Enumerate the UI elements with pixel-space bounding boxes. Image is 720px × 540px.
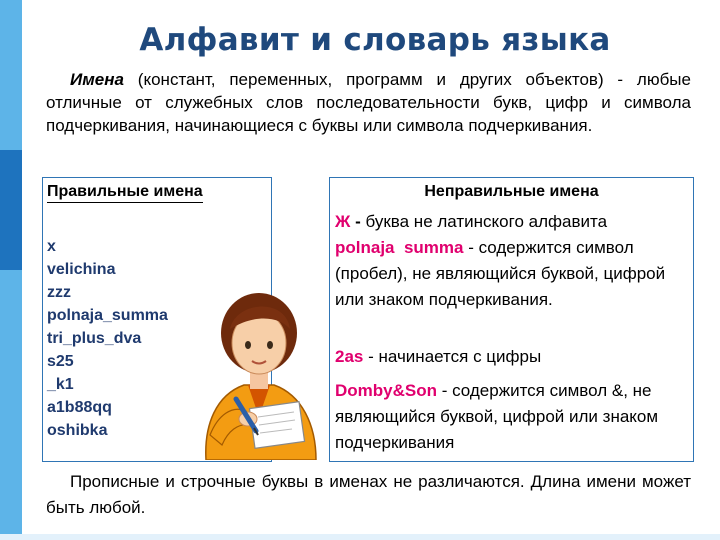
- left-accent-bar: [0, 0, 22, 540]
- valid-name-item: polnaja_summa: [47, 307, 168, 324]
- invalid-name-example: Ж: [335, 212, 351, 231]
- invalid-name-example: 2as: [335, 347, 364, 366]
- invalid-name-item: [335, 209, 690, 235]
- valid-name-item: s25: [47, 353, 74, 370]
- bottom-band: [0, 534, 720, 540]
- intro-text: (констант, переменных, программ и других объектов) - любые отличные от служебных слов последовательности букв, цифр и символа подчеркивания, начинающиеся с буквы или символа подчеркивания.: [46, 70, 691, 135]
- accent-segment: [0, 0, 22, 150]
- slide-title: Алфавит и словарь языка: [139, 22, 611, 58]
- invalid-name-example: Domby&Son: [335, 381, 437, 400]
- valid-name-item: oshibka: [47, 422, 108, 439]
- valid-name-item: x: [47, 238, 56, 255]
- valid-names-list: [47, 235, 168, 442]
- invalid-name-separator: -: [463, 238, 479, 257]
- invalid-name-separator: -: [350, 212, 366, 231]
- valid-name-item: a1b88qq: [47, 399, 112, 416]
- intro-paragraph: [46, 68, 691, 137]
- invalid-name-explanation: начинается с цифры: [378, 347, 542, 366]
- invalid-name-item: [335, 344, 690, 370]
- accent-segment: [0, 270, 22, 540]
- invalid-name-explanation: содержится символ (пробел), не являющийся буквой, цифрой или знаком подчеркивания.: [335, 238, 666, 309]
- valid-names-header: Правильные имена: [47, 183, 203, 203]
- valid-name-item: tri_plus_dva: [47, 330, 142, 347]
- student-writing-icon: [196, 285, 322, 460]
- accent-segment: [0, 150, 22, 270]
- valid-name-item: _k1: [47, 376, 74, 393]
- invalid-names-header: Неправильные имена: [424, 183, 599, 200]
- invalid-names-box: [329, 177, 694, 462]
- invalid-name-example: polnaja summa: [335, 238, 464, 257]
- invalid-name-separator: -: [363, 347, 379, 366]
- invalid-name-explanation: содержится символ &, не являющийся буквой, цифрой или знаком подчеркивания: [335, 381, 659, 452]
- invalid-name-separator: -: [437, 381, 453, 400]
- invalid-name-explanation: буква не латинского алфавита: [365, 212, 608, 231]
- invalid-name-item: [335, 378, 690, 456]
- invalid-name-item: [335, 235, 690, 313]
- intro-keyword: Имена: [70, 70, 124, 89]
- valid-name-item: zzz: [47, 284, 71, 301]
- footer-note: Прописные и строчные буквы в именах не различаются. Длина имени может быть любой.: [46, 472, 691, 517]
- valid-name-item: velichina: [47, 261, 116, 278]
